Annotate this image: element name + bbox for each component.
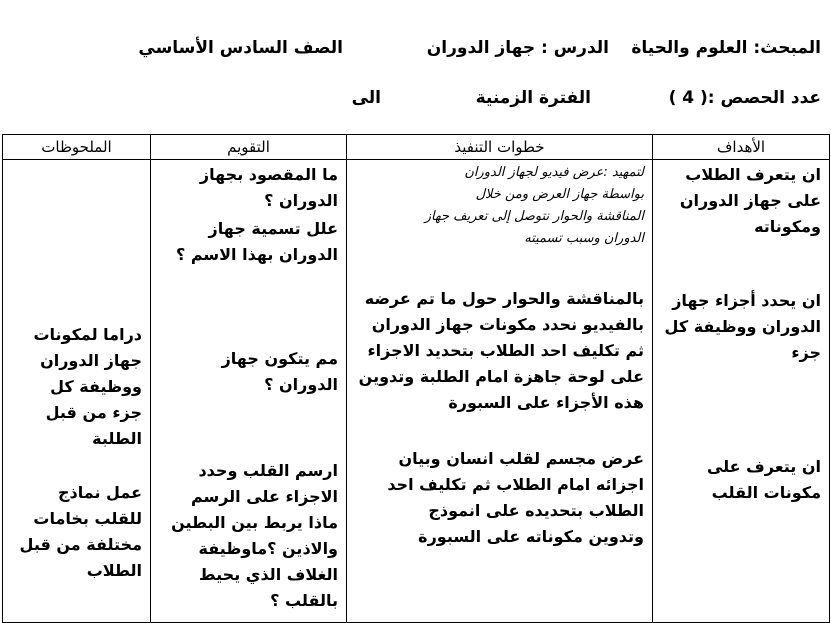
grade-label: الصف السادس الأساسي (138, 38, 343, 58)
steps-cell (347, 160, 653, 623)
step-item: عرض مجسم لقلب انسان وبيان اجزائه امام الطلاب ثم تكليف احد الطلاب بتحديده على انموذج وتدوين مكوناته على السبورة (387, 449, 644, 546)
evaluation-header: التقويم (151, 135, 347, 160)
period-to-label: الى (351, 88, 381, 108)
objective-item: ان يتعرف على مكونات القلب (706, 457, 821, 502)
step-item: بالمناقشة والحوار حول ما تم عرضه بالفيديو نحدد مكونات جهاز الدوران ثم تكليف احد الطلاب بتحديد الاجزاء على لوحة جاهزة امام الطلبة وتدوين هذه الأجزاء على السبورة (358, 289, 644, 412)
evaluation-item: مم يتكون جهاز الدوران ؟ (221, 349, 338, 394)
table-row (3, 160, 830, 623)
subject-label: المبحث: العلوم والحياة (631, 38, 821, 58)
evaluation-item: ما المقصود بجهاز الدوران ؟ (199, 165, 338, 210)
objective-item: ان يتعرف الطلاب على جهاز الدوران ومكوناته (679, 165, 821, 236)
lesson-label: الدرس : جهاز الدوران (426, 38, 609, 58)
objectives-header: الأهداف (653, 135, 830, 160)
objectives-cell (653, 160, 830, 623)
note-item: دراما لمكونات جهاز الدوران ووظيفة كل جزء من قبل الطلبة (33, 325, 142, 448)
steps-header: خطوات التنفيذ (347, 135, 653, 160)
note-item: عمل نماذج للقلب بخامات مختلفة من قبل الطلاب (19, 483, 142, 580)
objective-item: ان يحدد أجزاء جهاز الدوران ووظيفة كل جزء (664, 291, 821, 362)
evaluation-item: ارسم القلب وحدد الاجزاء على الرسم ماذا يربط بين البطين والاذين ؟ماوظيفة الغلاف الذي يحيط بالقلب ؟ (171, 461, 338, 610)
sessions-label: عدد الحصص :( 4 ) (668, 88, 821, 108)
period-label: الفترة الزمنية (475, 88, 591, 108)
evaluation-item: علل تسمية جهاز الدوران بهذا الاسم ؟ (176, 219, 338, 264)
step-item: لتمهيد :عرض فيديو لجهاز الدوران بواسطة جهاز العرض ومن خلال المناقشة والحوار نتوصل إلى تعريف جهاز الدوران وسبب تسميته (424, 165, 644, 246)
evaluation-cell (151, 160, 347, 623)
table-header-row (3, 135, 830, 160)
lesson-plan-table (2, 134, 830, 623)
notes-cell (3, 160, 151, 623)
notes-header: الملحوظات (3, 135, 151, 160)
